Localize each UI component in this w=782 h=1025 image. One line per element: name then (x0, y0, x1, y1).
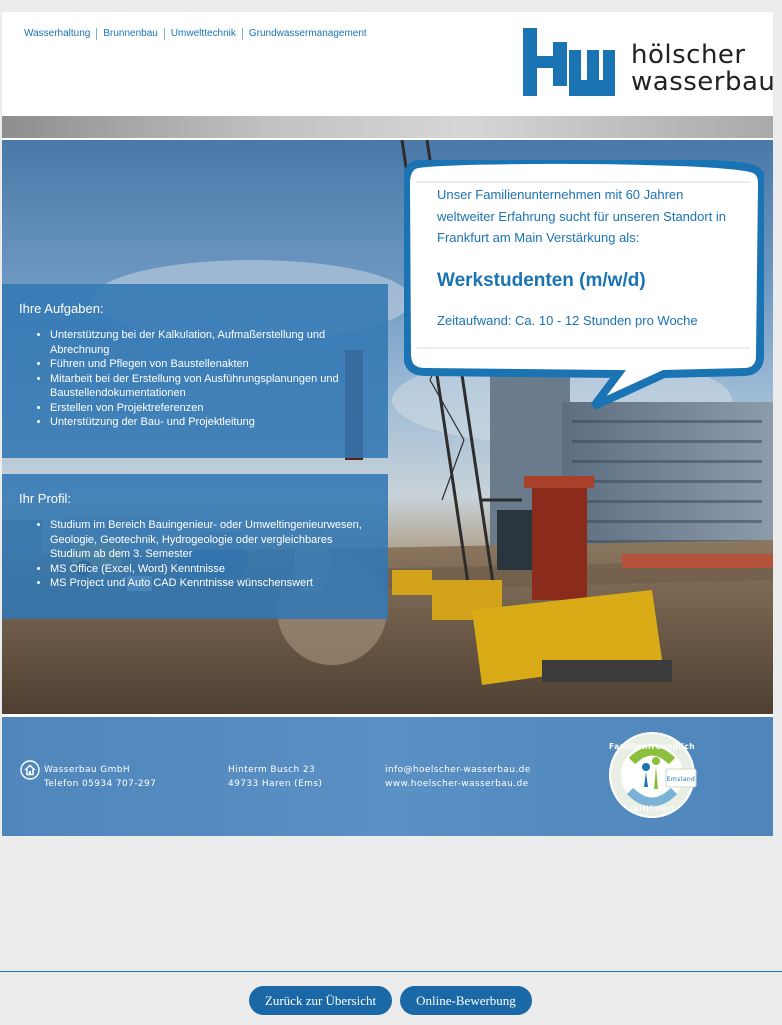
street-address: Hinterm Busch 23 (228, 765, 316, 775)
hw-logo-mark-icon (523, 28, 615, 98)
footer-links (385, 763, 531, 791)
back-to-overview-button[interactable]: Zurück zur Übersicht (249, 986, 392, 1015)
list-item: • Mitarbeit bei der Erstellung von Ausführungsplanungen und Baustellendokumentationen (50, 372, 370, 401)
tasks-heading: Ihre Aufgaben: (19, 301, 104, 316)
list-item: • MS Office (Excel, Word) Kenntnisse (50, 562, 370, 577)
job-posting-sheet (2, 12, 776, 836)
job-offer-bubble (404, 160, 764, 410)
home-icon (20, 760, 40, 780)
list-item: • Studium im Bereich Bauingenieur- oder Umweltingenieurwesen, Geologie, Geotechnik, Hydrogeologie oder vergleichbares Studium ab dem 3. Semester (50, 518, 370, 562)
online-application-button[interactable]: Online-Bewerbung (400, 986, 532, 1015)
phone-number[interactable]: Telefon 05934 707-297 (44, 779, 157, 789)
profile-list (20, 518, 370, 591)
job-offer-text (437, 184, 737, 329)
seal-region-text: Emsland (666, 776, 696, 783)
nav-link-wasserhaltung[interactable]: Wasserhaltung (24, 28, 97, 40)
logo-wordmark (631, 42, 775, 96)
job-title: Werkstudenten (m/w/d) (437, 269, 646, 291)
seal-top-text: Familienfreundlich (609, 742, 695, 751)
seal-bottom-text: zertifiziert (629, 804, 675, 813)
tasks-panel (2, 284, 388, 458)
company-intro: Unser Familienunternehmen mit 60 Jahren weltweiter Erfahrung sucht für unseren Standort in Frankfurt am Main Verstärkung als: (437, 187, 727, 245)
profile-panel (2, 474, 388, 619)
header (2, 12, 776, 116)
family-friendly-certified-seal-icon (606, 731, 702, 821)
bottom-action-bar (0, 971, 782, 1025)
list-item: • Unterstützung der Bau- und Projektleitung (50, 415, 370, 430)
logo-line-1: hölscher (631, 40, 746, 70)
time-commitment: Zeitaufwand: Ca. 10 - 12 Stunden pro Woche (437, 312, 698, 328)
company-logo[interactable] (523, 28, 776, 100)
city-address: 49733 Haren (Ems) (228, 779, 323, 789)
list-item: • Unterstützung bei der Kalkulation, Aufmaßerstellung und Abrechnung (50, 328, 370, 357)
company-name: Wasserbau GmbH (44, 765, 131, 775)
nav-link-brunnenbau[interactable]: Brunnenbau (97, 28, 165, 40)
website-link[interactable]: www.hoelscher-wasserbau.de (385, 779, 529, 789)
nav-link-umwelttechnik[interactable]: Umwelttechnik (165, 28, 243, 40)
header-divider-band (2, 116, 773, 138)
list-item: • MS Project und Auto CAD Kenntnisse wünschenswert (50, 576, 370, 591)
top-navigation (24, 28, 373, 40)
contact-footer (2, 717, 773, 836)
list-item: • Führen und Pflegen von Baustellenakten (50, 357, 370, 372)
tasks-list (20, 328, 370, 430)
profile-heading: Ihr Profil: (19, 491, 72, 506)
nav-link-grundwassermanagement[interactable]: Grundwassermanagement (248, 28, 367, 39)
footer-address (228, 763, 322, 791)
email-link[interactable]: info@hoelscher-wasserbau.de (385, 765, 531, 775)
footer-company (44, 763, 156, 791)
logo-line-2: wasserbau (631, 67, 776, 97)
list-item: • Erstellen von Projektreferenzen (50, 401, 370, 416)
